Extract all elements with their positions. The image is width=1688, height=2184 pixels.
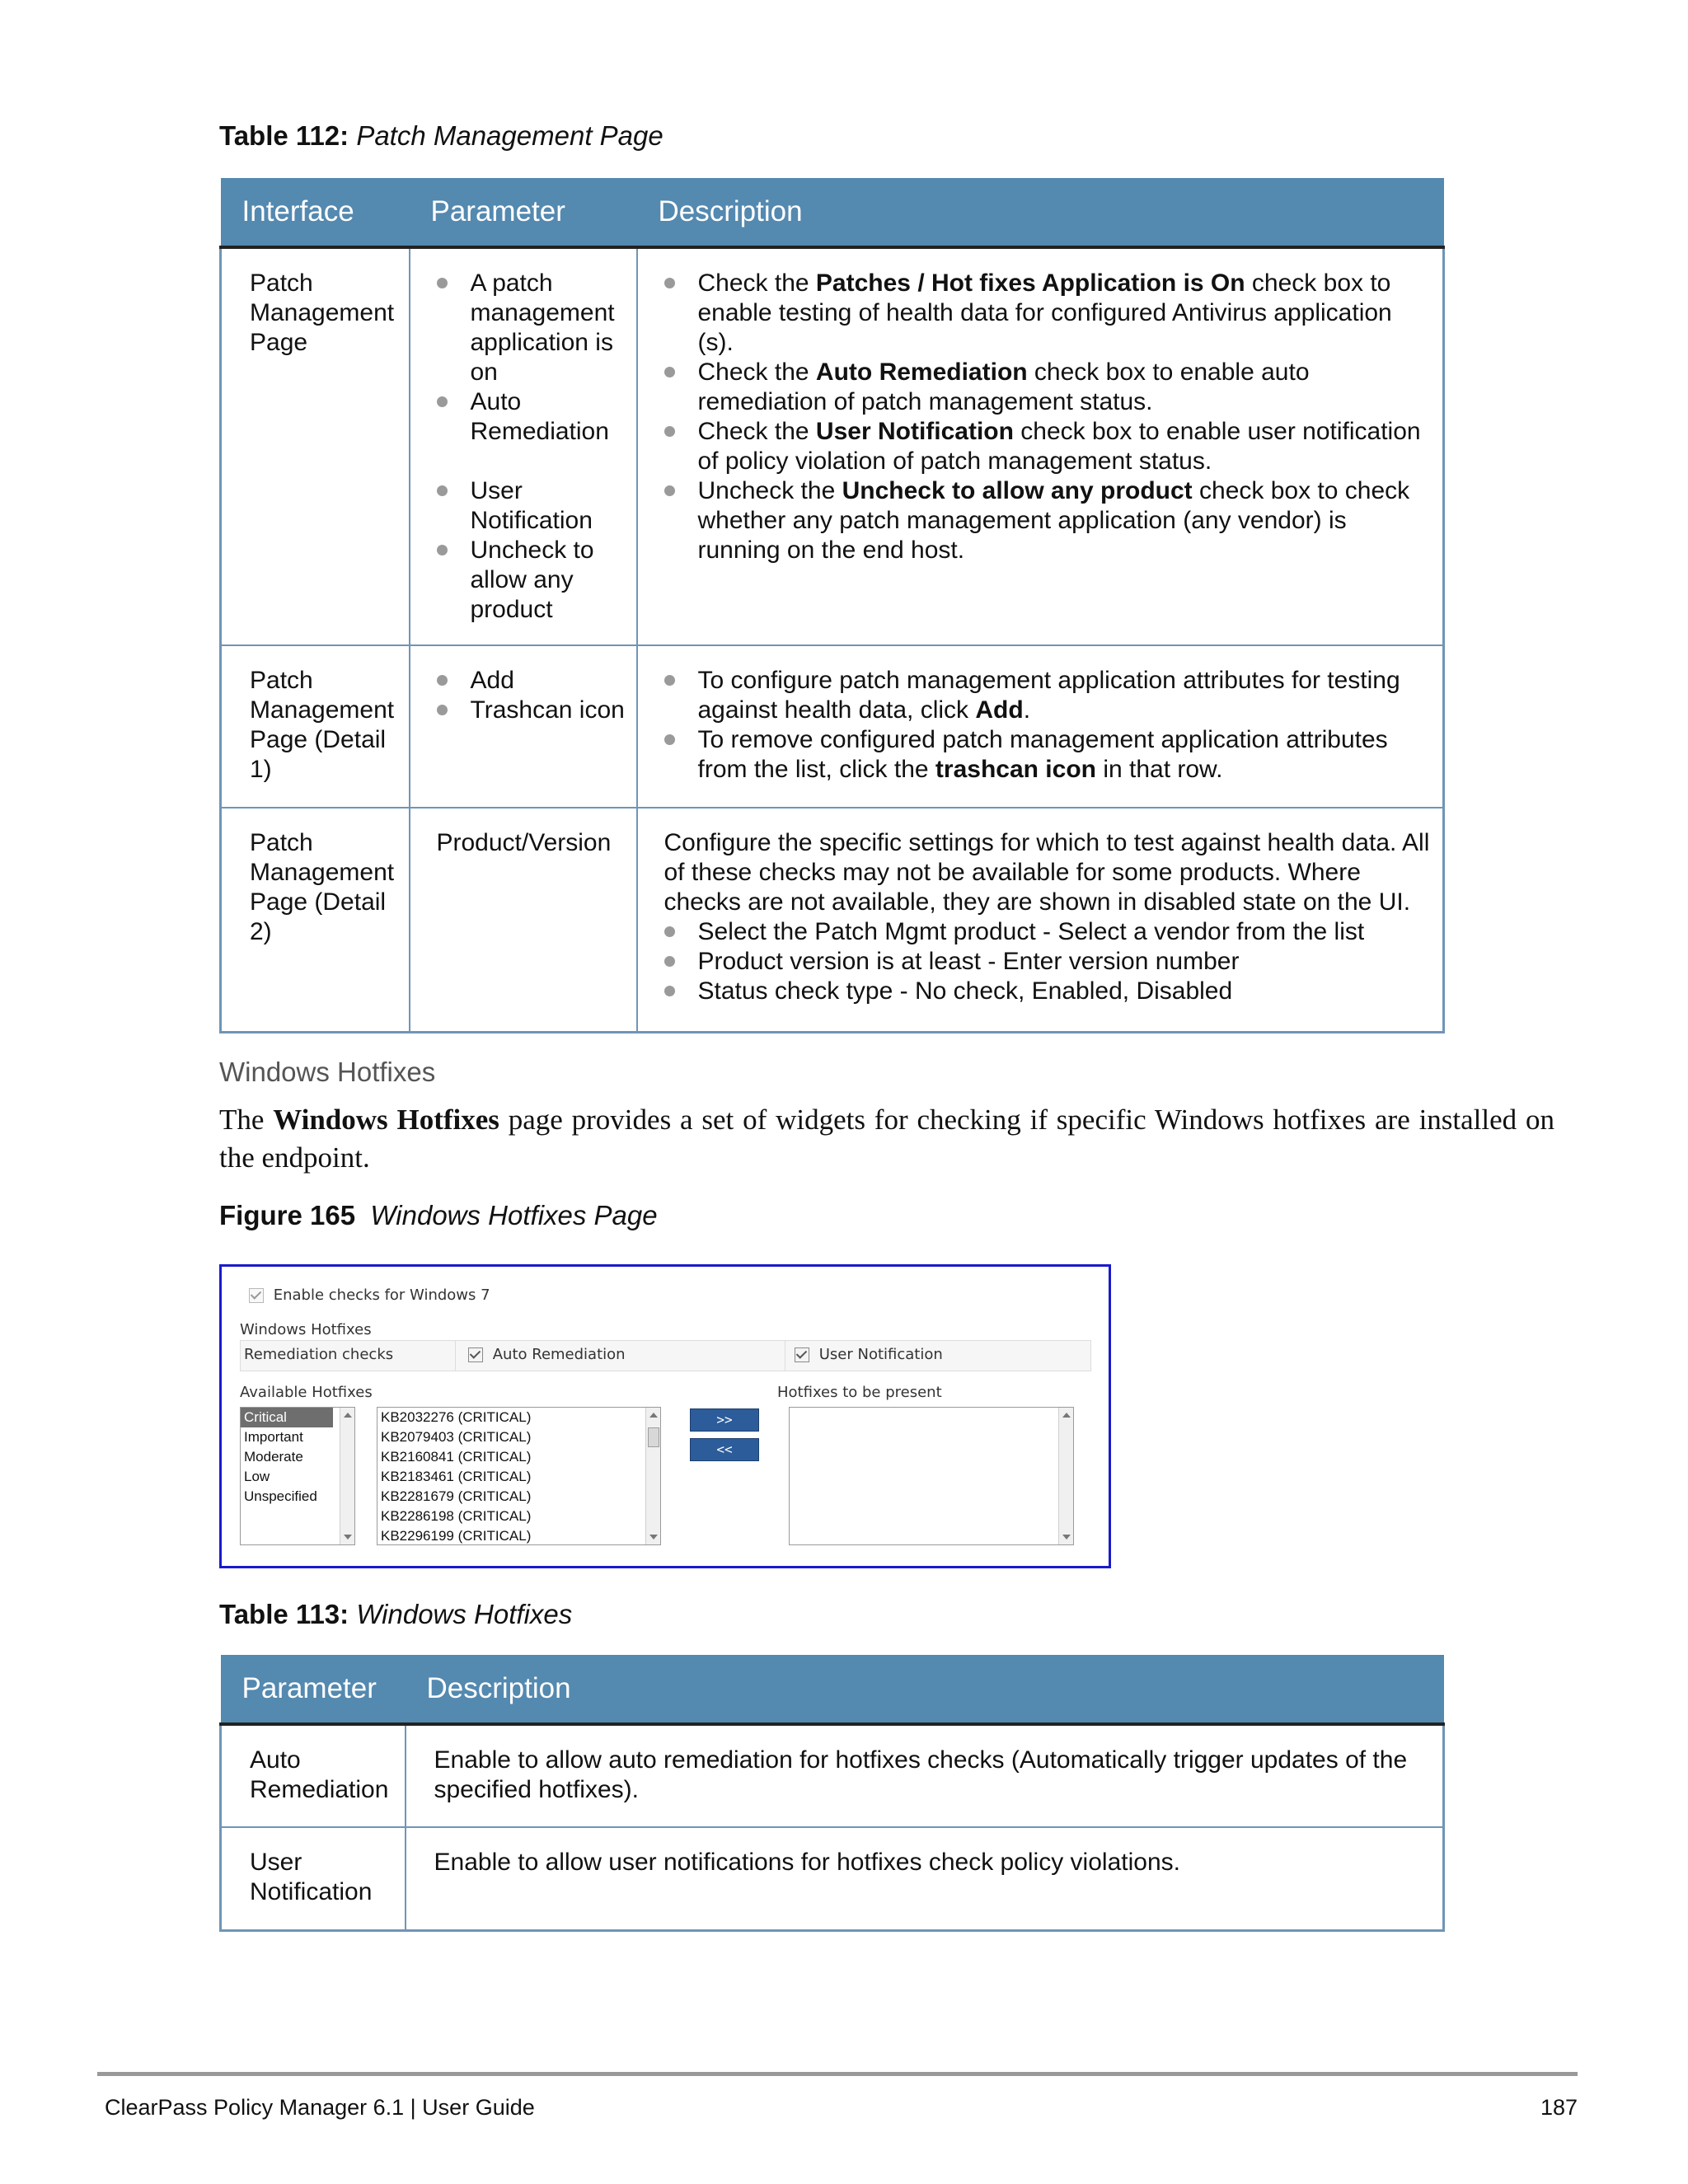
parameter-item: User Notification: [432, 476, 626, 536]
description-item: Uncheck the Uncheck to allow any product check box to check whether any patch management application (any vendor) is running on the end host.: [659, 476, 1433, 565]
hotfixes-present-listbox[interactable]: [789, 1407, 1074, 1545]
severity-option[interactable]: Important: [244, 1429, 303, 1445]
table-header-row: [221, 178, 1444, 247]
footer-divider: [97, 2072, 1578, 2076]
parameter-cell: User Notification: [221, 1827, 406, 1930]
description-intro: Configure the specific settings for which to test against health data. All of these checks may not be available for some products. Where checks are not available, they are shown in disabled state on the UI.: [663, 829, 1430, 916]
caption-title: Windows Hotfixes: [356, 1599, 573, 1629]
description-cell: [637, 645, 1444, 808]
auto-remediation-option[interactable]: [468, 1346, 626, 1363]
user-notification-checkbox[interactable]: [795, 1347, 809, 1362]
description-item: Product version is at least - Enter version number: [659, 947, 1433, 977]
parameter-item: Add: [432, 666, 626, 696]
header-parameter: Parameter: [410, 178, 637, 247]
auto-remediation-checkbox[interactable]: [468, 1347, 483, 1362]
parameter-item: A patch management application is on: [432, 269, 626, 387]
table-row: [221, 1827, 1444, 1930]
table-112-caption: [219, 120, 663, 152]
table-header-row: [221, 1655, 1444, 1724]
windows-hotfixes-table: [219, 1655, 1445, 1932]
enable-windows7-checkbox[interactable]: [249, 1288, 264, 1303]
page-number: 187: [1540, 2095, 1578, 2120]
parameter-item: Trashcan icon: [432, 696, 626, 725]
header-parameter: Parameter: [221, 1655, 406, 1724]
group-label: Windows Hotfixes: [240, 1321, 372, 1338]
caption-title: Patch Management Page: [356, 120, 663, 151]
remove-hotfix-button[interactable]: <<: [690, 1438, 759, 1461]
hotfix-listbox[interactable]: [377, 1407, 661, 1545]
severity-listbox[interactable]: [240, 1407, 355, 1545]
table-row: [221, 247, 1444, 645]
hotfix-option[interactable]: KB2286198 (CRITICAL): [381, 1508, 532, 1524]
hotfix-option[interactable]: KB2183461 (CRITICAL): [381, 1469, 532, 1484]
severity-option[interactable]: Moderate: [244, 1449, 303, 1465]
description-cell: [637, 808, 1444, 1032]
parameter-cell: Auto Remediation: [221, 1724, 406, 1827]
description-cell: Enable to allow auto remediation for hotfixes checks (Automatically trigger updates of the specified hotfixes).: [406, 1724, 1444, 1827]
table-113-caption: [219, 1599, 572, 1630]
interface-cell: Patch Management Page: [221, 247, 410, 645]
caption-number: Table 112:: [219, 120, 349, 151]
parameter-item: Auto Remediation: [432, 387, 626, 447]
hotfix-option[interactable]: KB2160841 (CRITICAL): [381, 1449, 532, 1465]
remediation-row: [240, 1340, 1091, 1371]
severity-option[interactable]: Critical: [241, 1408, 333, 1427]
available-hotfixes-label: Available Hotfixes: [240, 1384, 373, 1401]
scrollbar[interactable]: [645, 1408, 660, 1544]
interface-cell: Patch Management Page (Detail 1): [221, 645, 410, 808]
hotfix-option[interactable]: KB2281679 (CRITICAL): [381, 1488, 532, 1504]
user-notification-option[interactable]: [795, 1346, 943, 1363]
description-cell: [637, 247, 1444, 645]
description-cell: Enable to allow user notifications for hotfixes check policy violations.: [406, 1827, 1444, 1930]
auto-remediation-label: Auto Remediation: [492, 1346, 626, 1363]
table-row: [221, 808, 1444, 1032]
scrollbar[interactable]: [1058, 1408, 1073, 1544]
description-item: Status check type - No check, Enabled, Disabled: [659, 977, 1433, 1006]
user-notification-label: User Notification: [818, 1346, 943, 1363]
severity-option[interactable]: Low: [244, 1469, 270, 1484]
enable-windows7-row[interactable]: [249, 1286, 490, 1304]
enable-windows7-label: Enable checks for Windows 7: [273, 1286, 490, 1304]
hotfix-option[interactable]: KB2032276 (CRITICAL): [381, 1409, 532, 1425]
hotfix-option[interactable]: KB2296199 (CRITICAL): [381, 1528, 532, 1544]
header-description: Description: [637, 178, 1444, 247]
caption-number: Table 113:: [219, 1599, 349, 1629]
add-hotfix-button[interactable]: >>: [690, 1408, 759, 1432]
patch-management-table: [219, 178, 1445, 1033]
figure-165-caption: [219, 1200, 658, 1231]
caption-number: Figure 165: [219, 1200, 356, 1230]
description-item: Select the Patch Mgmt product - Select a vendor from the list: [659, 917, 1433, 947]
header-description: Description: [406, 1655, 1444, 1724]
table-row: [221, 645, 1444, 808]
description-item: Check the Patches / Hot fixes Application is On check box to enable testing of health data for configured Antivirus application (s).: [659, 269, 1433, 358]
section-heading: Windows Hotfixes: [219, 1057, 436, 1087]
interface-cell: Patch Management Page (Detail 2): [221, 808, 410, 1032]
severity-option[interactable]: Unspecified: [244, 1488, 317, 1504]
hotfixes-present-label: Hotfixes to be present: [777, 1384, 942, 1401]
windows-hotfixes-screenshot: [219, 1264, 1111, 1568]
remediation-label: Remediation checks: [244, 1346, 394, 1363]
parameter-cell: [410, 645, 637, 808]
caption-title: Windows Hotfixes Page: [370, 1200, 658, 1230]
description-item: Check the User Notification check box to enable user notification of policy violation of patch management status.: [659, 417, 1433, 476]
description-item: To remove configured patch management application attributes from the list, click the trashcan icon in that row.: [659, 725, 1433, 785]
description-item: To configure patch management application attributes for testing against health data, click Add.: [659, 666, 1433, 725]
parameter-item: Uncheck to allow any product: [432, 536, 626, 625]
section-paragraph: The Windows Hotfixes page provides a set of widgets for checking if specific Windows hotfixes are installed on the endpoint.: [219, 1104, 1554, 1174]
parameter-cell: Product/Version: [410, 808, 637, 1032]
parameter-cell: [410, 247, 637, 645]
table-row: [221, 1724, 1444, 1827]
scrollbar[interactable]: [340, 1408, 354, 1544]
header-interface: Interface: [221, 178, 410, 247]
hotfix-option[interactable]: KB2079403 (CRITICAL): [381, 1429, 532, 1445]
footer-guide-title: ClearPass Policy Manager 6.1 | User Guide: [105, 2095, 535, 2120]
description-item: Check the Auto Remediation check box to enable auto remediation of patch management status.: [659, 358, 1433, 417]
